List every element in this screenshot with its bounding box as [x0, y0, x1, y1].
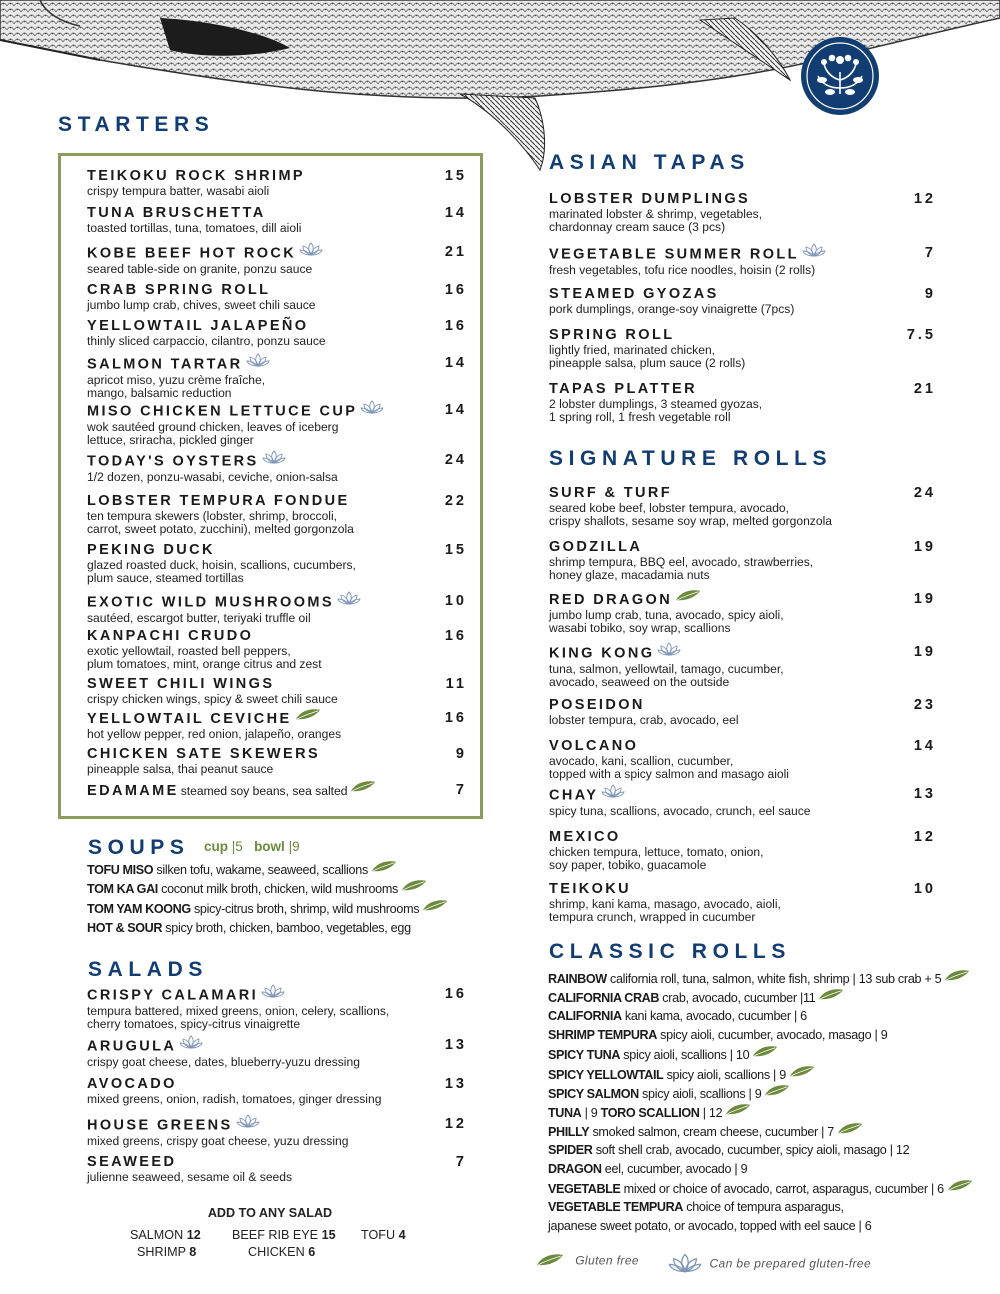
item-description: shrimp, kani kama, masago, avocado, aioli, [549, 897, 781, 911]
menu-item [87, 205, 467, 235]
item-name-text: TEIKOKU [549, 881, 632, 897]
leaf-icon [350, 780, 376, 798]
roll-name: SPICY TUNA [548, 1048, 621, 1063]
roll-description: spicy aioli, scallions | 9 [642, 1086, 762, 1101]
item-description: wasabi tobiko, soy wrap, scallions [549, 620, 731, 635]
item-price: 9 [924, 286, 936, 302]
item-name [549, 539, 889, 556]
item-name-text: AVOCADO [87, 1076, 177, 1092]
item-name-text: STEAMED GYOZAS [549, 286, 719, 302]
addon-shrimp: SHRIMP 8 [137, 1245, 197, 1259]
roll-description: choice of tempura asparagus, [686, 1200, 844, 1215]
item-name [87, 355, 467, 374]
item-price: 7 [455, 782, 467, 798]
item-name [87, 986, 467, 1005]
menu-item [549, 286, 936, 316]
item-price: 21 [913, 381, 936, 397]
lotus-icon [337, 591, 361, 610]
leaf-icon [947, 1179, 973, 1196]
menu-item [549, 591, 936, 635]
menu-item [87, 986, 467, 1030]
item-description: pineapple salsa, plum sauce (2 rolls) [549, 355, 746, 370]
item-description: thinly sliced carpaccio, cilantro, ponzu sauce [87, 334, 326, 348]
soups-header [88, 836, 300, 860]
roll-description: eel, cucumber, avocado | 9 [604, 1162, 748, 1176]
item-description: honey glaze, macadamia nuts [549, 567, 710, 582]
item-name [549, 191, 889, 208]
item-name [549, 697, 889, 714]
leaf-icon [371, 860, 397, 877]
menu-item [549, 881, 936, 924]
classic-roll [548, 1162, 747, 1177]
item-price: 14 [913, 738, 936, 754]
item-description: crispy shallots, sesame soy wrap, melted gorgonzola [549, 513, 832, 528]
item-name-text: HOUSE GREENS [87, 1117, 233, 1134]
menu-item [87, 782, 467, 800]
starters-title: STARTERS [58, 113, 215, 136]
item-name-text: MISO CHICKEN LETTUCE CUP [87, 403, 358, 420]
soup-item [87, 862, 397, 879]
item-name-text: TAPAS PLATTER [549, 381, 697, 397]
item-name [549, 245, 889, 264]
item-description: topped with a spicy salmon and masago aioli [549, 766, 789, 781]
item-name-text: KOBE BEEF HOT ROCK [87, 245, 297, 262]
item-name-text: CHICKEN SATE SKEWERS [87, 746, 321, 762]
item-name [549, 591, 889, 609]
item-price: 19 [913, 539, 936, 555]
roll-name: SPICY SALMON [548, 1086, 639, 1101]
item-description: tempura crunch, wrapped in cucumber [549, 909, 756, 924]
item-name [87, 452, 467, 471]
menu-item [549, 381, 936, 424]
soup-description: spicy broth, chicken, bamboo, vegetables, egg [165, 921, 411, 935]
item-description: seared kobe beef, lobster tempura, avocado, [549, 501, 790, 515]
item-price: 12 [913, 829, 936, 845]
classic-roll [548, 971, 970, 988]
item-name-text: CHAY [549, 787, 599, 804]
item-name-text: SALMON TARTAR [87, 356, 243, 373]
item-description: crispy chicken wings, spicy & sweet chili sauce [87, 692, 338, 706]
menu-item [87, 452, 467, 484]
menu-item [549, 738, 936, 781]
item-description: crispy tempura batter, wasabi aioli [87, 184, 270, 198]
item-price: 14 [444, 205, 467, 221]
menu-item [87, 493, 467, 535]
lotus-icon [262, 450, 286, 469]
item-name [87, 1154, 467, 1171]
item-name-text: ARUGULA [87, 1038, 177, 1055]
menu-item [549, 245, 936, 277]
menu-item [87, 1037, 467, 1069]
item-description: jumbo lump crab, chives, sweet chili sauce [87, 298, 316, 312]
lotus-icon [657, 642, 681, 661]
classic-roll [548, 1105, 751, 1122]
leaf-icon [401, 879, 427, 896]
item-name-text: POSEIDON [549, 697, 645, 713]
item-name-text: EXOTIC WILD MUSHROOMS [87, 594, 334, 611]
item-description: lobster tempura, crab, avocado, eel [549, 713, 739, 727]
item-name-text: VEGETABLE SUMMER ROLL [549, 246, 799, 263]
item-description: chicken tempura, lettuce, tomato, onion, [549, 845, 764, 859]
item-name [87, 493, 467, 510]
item-name-text: RED DRAGON [549, 591, 673, 608]
leaf-icon [422, 899, 448, 916]
item-name [549, 327, 889, 344]
soup-item [87, 901, 448, 918]
item-description: seared table-side on granite, ponzu sauce [87, 262, 313, 276]
roll-name: SPICY YELLOWTAIL [548, 1067, 664, 1082]
item-description: carrot, sweet potato, zucchini), melted gorgonzola [87, 521, 354, 536]
menu-item [549, 539, 936, 582]
soup-item [87, 881, 427, 898]
item-price: 24 [444, 452, 467, 468]
item-description: plum sauce, steamed tortillas [87, 570, 244, 585]
item-description: apricot miso, yuzu crème fraîche, [87, 373, 266, 387]
item-description: avocado, seaweed on the outside [549, 674, 730, 689]
item-description: marinated lobster & shrimp, vegetables, [549, 207, 763, 221]
roll-name: DRAGON [548, 1162, 602, 1176]
leaf-icon [675, 589, 701, 607]
item-name [549, 829, 889, 846]
item-name-text: SPRING ROLL [549, 327, 675, 343]
item-price: 12 [444, 1116, 467, 1132]
classic-title: CLASSIC ROLLS [549, 940, 791, 963]
soup-name: HOT & SOUR [87, 921, 163, 935]
item-description: 1/2 dozen, ponzu-wasabi, ceviche, onion-salsa [87, 470, 338, 484]
legend-can-be-gluten-free: Can be prepared gluten-free [668, 1253, 871, 1276]
item-name-text: KANPACHI CRUDO [87, 628, 254, 644]
item-description: plum tomatoes, mint, orange citrus and zest [87, 656, 322, 671]
item-name-text: KING KONG [549, 645, 655, 662]
roll-description: soft shell crab, avocado, cucumber, spicy aioli, masago | 12 [595, 1142, 910, 1157]
item-name-text: TEIKOKU ROCK SHRIMP [87, 168, 305, 184]
menu-item [87, 168, 467, 198]
roll-description: smoked salmon, cream cheese, cucumber | 7 [592, 1124, 834, 1139]
item-price: 22 [444, 493, 467, 509]
item-name-text: SURF & TURF [549, 485, 673, 501]
item-name-text: VOLCANO [549, 738, 639, 754]
roll-name: SPIDER [548, 1142, 593, 1157]
lotus-icon [360, 400, 384, 419]
item-name-text: YELLOWTAIL CEVICHE [87, 710, 292, 727]
menu-item [87, 402, 467, 446]
item-price: 10 [913, 881, 936, 897]
roll-description: | 12 [702, 1105, 723, 1120]
leaf-icon [837, 1122, 863, 1139]
item-name-text: PEKING DUCK [87, 542, 215, 558]
item-description: tuna, salmon, yellowtail, tamago, cucumber, [549, 662, 784, 676]
roll-name: SHRIMP TEMPURA [548, 1028, 657, 1043]
item-name [87, 205, 467, 222]
leaf-icon [725, 1103, 751, 1120]
item-price: 7.5 [906, 327, 936, 343]
classic-roll [548, 1124, 863, 1141]
menu-item [549, 786, 936, 818]
item-description: mixed greens, onion, radish, tomatoes, ginger dressing [87, 1092, 382, 1106]
classic-roll [548, 1028, 887, 1043]
item-price: 7 [924, 245, 936, 261]
leaf-icon [818, 988, 844, 1005]
item-name-text: TUNA BRUSCHETTA [87, 205, 266, 221]
menu-item [87, 710, 467, 741]
item-price: 24 [913, 485, 936, 501]
roll-name: TUNA [548, 1105, 582, 1120]
item-description: pork dumplings, orange-soy vinaigrette (7pcs) [549, 302, 795, 316]
menu-item [87, 244, 467, 276]
roll-description: crab, avocado, cucumber |11 [662, 990, 816, 1005]
item-name-text: LOBSTER DUMPLINGS [549, 191, 751, 207]
item-name-text: YELLOWTAIL JALAPEÑO [87, 318, 309, 334]
soup-name: TOFU MISO [87, 862, 154, 877]
classic-roll [548, 1047, 778, 1064]
leaf-icon [764, 1084, 790, 1101]
item-description: pineapple salsa, thai peanut sauce [87, 762, 274, 776]
item-description: mixed greens, crispy goat cheese, yuzu dressing [87, 1134, 349, 1148]
item-name [549, 881, 889, 898]
menu-item [87, 676, 467, 706]
item-name-text: MEXICO [549, 829, 621, 845]
soup-description: coconut milk broth, chicken, wild mushrooms [161, 881, 399, 896]
item-name [87, 782, 467, 800]
item-price: 15 [444, 542, 467, 558]
item-name-text: GODZILLA [549, 539, 643, 555]
roll-description: mixed or choice of avocado, carrot, asparagus, cucumber | 6 [623, 1181, 944, 1196]
item-name [549, 786, 889, 805]
menu-item [549, 829, 936, 872]
item-name-text: SEAWEED [87, 1154, 177, 1170]
soup-sizes: cup |5 bowl |9 [203, 839, 300, 854]
leaf-icon [536, 1253, 564, 1270]
classic-roll [548, 1143, 909, 1158]
item-name-text: LOBSTER TEMPURA FONDUE [87, 493, 350, 509]
roll-name: VEGETABLE TEMPURA [548, 1200, 684, 1215]
item-price: 19 [913, 591, 936, 607]
item-price: 7 [455, 1154, 467, 1170]
lotus-icon [246, 353, 270, 372]
item-name [87, 710, 467, 728]
item-price: 11 [445, 676, 467, 692]
classic-roll [548, 1219, 871, 1234]
roll-name: CALIFORNIA CRAB [548, 990, 660, 1005]
item-name [87, 746, 467, 763]
menu-item [87, 355, 467, 399]
menu-item [87, 282, 467, 312]
item-name [87, 1116, 467, 1135]
salads-title: SALADS [88, 958, 208, 981]
tapas-title: ASIAN TAPAS [549, 151, 750, 174]
item-name [549, 286, 889, 303]
lotus-icon [668, 1253, 702, 1276]
soup-description: silken tofu, wakame, seaweed, scallions [156, 862, 368, 877]
lotus-icon [299, 242, 323, 261]
addon-beef: BEEF RIB EYE 15 [232, 1228, 336, 1242]
item-name [87, 168, 467, 185]
item-description: tempura battered, mixed greens, onion, celery, scallions, [87, 1004, 390, 1018]
item-price: 14 [444, 355, 467, 371]
item-price: 9 [455, 746, 467, 762]
item-description: exotic yellowtail, roasted bell peppers, [87, 644, 291, 658]
item-name [549, 381, 889, 398]
classic-roll [548, 1181, 973, 1198]
item-price: 16 [444, 318, 467, 334]
item-price: 23 [913, 697, 936, 713]
item-price: 16 [444, 282, 467, 298]
addon-salmon: SALMON 12 [130, 1228, 201, 1242]
soups-title: SOUPS [88, 836, 190, 859]
menu-item [87, 593, 467, 625]
soup-name: TOM YAM KOONG [87, 901, 191, 916]
item-name-text: TODAY'S OYSTERS [87, 453, 259, 470]
item-description: lightly fried, marinated chicken, [549, 343, 716, 357]
item-name-text: SWEET CHILI WINGS [87, 676, 275, 692]
roll-name: PHILLY [548, 1124, 590, 1139]
addon-chicken: CHICKEN 6 [248, 1245, 316, 1259]
item-description: 2 lobster dumplings, 3 steamed gyozas, [549, 397, 763, 411]
menu-item [87, 318, 467, 348]
item-name [87, 676, 467, 693]
signature-title: SIGNATURE ROLLS [549, 447, 833, 470]
item-name-text: CRAB SPRING ROLL [87, 282, 271, 298]
item-description: glazed roasted duck, hoisin, scallions, cucumbers, [87, 558, 356, 572]
classic-roll [548, 990, 844, 1007]
lotus-icon [236, 1114, 260, 1133]
roll-description: spicy aioli, cucumber, avocado, masago | 9 [660, 1028, 888, 1043]
item-price: 16 [444, 986, 467, 1002]
item-description: fresh vegetables, tofu rice noodles, hoisin (2 rolls) [549, 263, 816, 277]
classic-roll [548, 1009, 807, 1024]
item-description: mango, balsamic reduction [87, 385, 232, 400]
item-description: toasted tortillas, tuna, tomatoes, dill aioli [87, 221, 302, 235]
item-description: ten tempura skewers (lobster, shrimp, broccoli, [87, 509, 338, 523]
lotus-icon [601, 784, 625, 803]
item-description: avocado, kani, scallion, cucumber, [549, 754, 734, 768]
menu-item [549, 191, 936, 234]
legend-gluten-free: Gluten free [536, 1253, 639, 1270]
addon-title: ADD TO ANY SALAD [207, 1206, 333, 1220]
item-name-text: EDAMAME [87, 782, 179, 799]
menu-item [87, 542, 467, 584]
item-name [87, 1037, 467, 1056]
lotus-icon [802, 243, 826, 262]
item-name [87, 628, 467, 645]
item-name [87, 244, 467, 263]
roll-description: kani kama, avocado, cucumber | 6 [624, 1009, 807, 1024]
item-price: 13 [913, 786, 936, 802]
item-name [549, 738, 889, 755]
roll-description: | 9 [584, 1105, 598, 1120]
item-price: 13 [444, 1037, 467, 1053]
item-description: hot yellow pepper, red onion, jalapeño, oranges [87, 727, 342, 741]
item-description: steamed soy beans, sea salted [180, 783, 348, 798]
item-name-text: CRISPY CALAMARI [87, 987, 259, 1004]
roll-description: japanese sweet potato, or avocado, topped with eel sauce | 6 [548, 1219, 872, 1234]
item-description: shrimp tempura, BBQ eel, avocado, strawberries, [549, 555, 814, 569]
item-price: 16 [444, 710, 467, 726]
item-description: crispy goat cheese, dates, blueberry-yuzu dressing [87, 1055, 360, 1069]
addon-tofu: TOFU 4 [361, 1228, 406, 1242]
item-name [87, 282, 467, 299]
menu-item [87, 746, 467, 776]
item-price: 15 [444, 168, 467, 184]
item-price: 10 [444, 593, 467, 609]
menu-item [87, 1076, 467, 1106]
item-name [549, 644, 889, 663]
item-description: jumbo lump crab, tuna, avocado, spicy aioli, [549, 608, 784, 622]
menu-item [87, 1116, 467, 1148]
item-name [87, 1076, 467, 1093]
menu-item [549, 327, 936, 370]
item-description: wok sautéed ground chicken, leaves of iceberg [87, 420, 339, 434]
seal-icon [800, 36, 880, 116]
menu-item [549, 485, 936, 528]
lotus-icon [261, 984, 285, 1003]
classic-roll [548, 1067, 815, 1084]
leaf-icon [295, 708, 321, 726]
menu-item [549, 644, 936, 689]
item-description: chardonnay cream sauce (3 pcs) [549, 219, 726, 234]
item-name [87, 593, 467, 612]
roll-description: spicy aioli, scallions | 10 [623, 1048, 750, 1063]
leaf-icon [789, 1065, 815, 1082]
item-description: sautéed, escargot butter, teriyaki truffle oil [87, 611, 311, 625]
item-description: julienne seaweed, sesame oil & seeds [87, 1170, 293, 1184]
item-name [87, 318, 467, 335]
item-price: 16 [444, 628, 467, 644]
menu-item [87, 628, 467, 670]
menu-item [87, 1154, 467, 1184]
item-description: 1 spring roll, 1 fresh vegetable roll [549, 409, 731, 424]
leaf-icon [944, 969, 970, 986]
item-description: spicy tuna, scallions, avocado, crunch, eel sauce [549, 804, 811, 818]
soup-name: TOM KA GAI [87, 881, 158, 896]
soup-item [87, 921, 411, 936]
lotus-icon [179, 1035, 203, 1054]
item-name [87, 542, 467, 559]
item-description: lettuce, sriracha, pickled ginger [87, 432, 254, 447]
roll-description: spicy aioli, scallions | 9 [666, 1067, 786, 1082]
roll-name: VEGETABLE [548, 1181, 621, 1196]
item-name [87, 402, 467, 421]
item-description: soy paper, tobiko, guacamole [549, 857, 707, 872]
roll-name: RAINBOW [548, 971, 607, 986]
roll-name: CALIFORNIA [548, 1009, 622, 1024]
leaf-icon [752, 1045, 778, 1062]
classic-roll [548, 1086, 790, 1103]
item-price: 21 [444, 244, 467, 260]
item-name [549, 485, 889, 502]
soup-description: spicy-citrus broth, shrimp, wild mushrooms [193, 901, 420, 916]
item-price: 13 [444, 1076, 467, 1092]
item-price: 12 [913, 191, 936, 207]
item-price: 14 [444, 402, 467, 418]
roll-description: california roll, tuna, salmon, white fish, shrimp | 13 sub crab + 5 [609, 971, 942, 986]
menu-item [549, 697, 936, 727]
item-description: cherry tomatoes, spicy-citrus vinaigrette [87, 1016, 301, 1031]
roll-name: TORO SCALLION [600, 1105, 700, 1120]
item-price: 19 [913, 644, 936, 660]
classic-roll [548, 1200, 844, 1215]
